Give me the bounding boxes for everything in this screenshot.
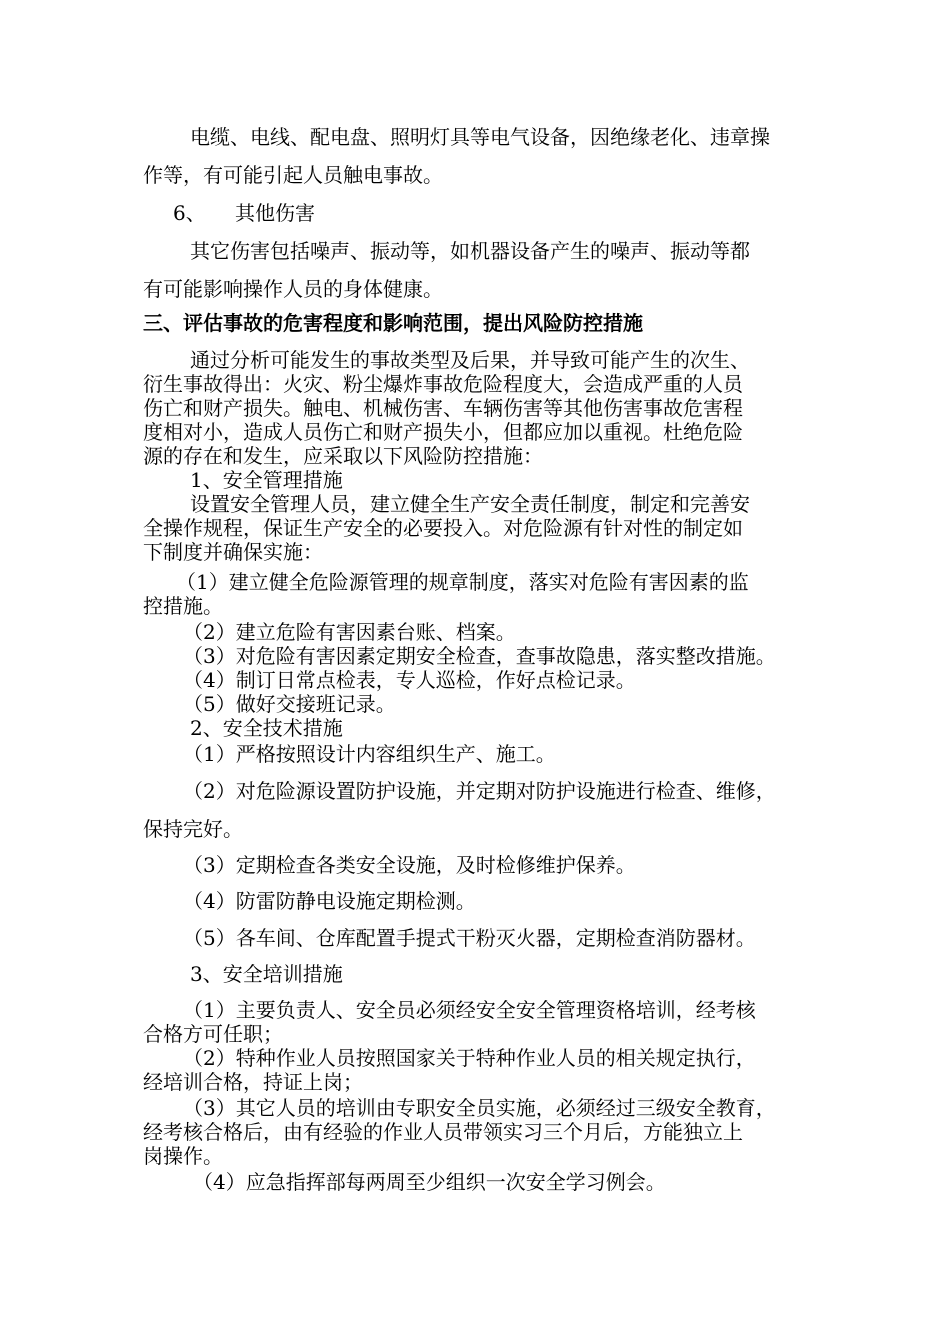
list-item: （2）特种作业人员按照国家关于特种作业人员的相关规定执行， bbox=[183, 1046, 756, 1070]
paragraph-line: 源的存在和发生，应采取以下风险防控措施： bbox=[143, 444, 543, 468]
list-item: （1）主要负责人、安全员必须经安全安全管理资格培训，经考核 bbox=[183, 998, 756, 1022]
paragraph-line: 电缆、电线、配电盘、照明灯具等电气设备，因绝缘老化、违章操 bbox=[190, 125, 770, 149]
list-item: （2）建立危险有害因素台账、档案。 bbox=[183, 620, 516, 644]
list-item: （3）对危险有害因素定期安全检查，查事故隐患，落实整改措施。 bbox=[183, 644, 776, 668]
list-item: （4）制订日常点检表，专人巡检，作好点检记录。 bbox=[183, 668, 636, 692]
list-item: （4）应急指挥部每两周至少组织一次安全学习例会。 bbox=[193, 1170, 666, 1194]
list-item: 岗操作。 bbox=[143, 1144, 223, 1168]
subsection-title: 3、安全培训措施 bbox=[190, 962, 343, 986]
paragraph-line: 有可能影响操作人员的身体健康。 bbox=[143, 277, 443, 301]
list-item: （3）定期检查各类安全设施，及时检修维护保养。 bbox=[183, 853, 636, 877]
list-item: （5）各车间、仓库配置手提式干粉灭火器，定期检查消防器材。 bbox=[183, 926, 756, 950]
item-number: 6、 bbox=[173, 201, 206, 225]
list-item: （1）建立健全危险源管理的规章制度，落实对危险有害因素的监 bbox=[176, 570, 749, 594]
paragraph-line: 全操作规程，保证生产安全的必要投入。对危险源有针对性的制定如 bbox=[143, 516, 743, 540]
list-item: 保持完好。 bbox=[143, 817, 243, 841]
list-item: （5）做好交接班记录。 bbox=[183, 692, 396, 716]
paragraph-line: 作等，有可能引起人员触电事故。 bbox=[143, 163, 443, 187]
paragraph-line: 通过分析可能发生的事故类型及后果，并导致可能产生的次生、 bbox=[190, 348, 750, 372]
list-item: 控措施。 bbox=[143, 594, 223, 618]
list-item: （2）对危险源设置防护设施，并定期对防护设施进行检查、维修， bbox=[183, 779, 776, 803]
list-item: 合格方可任职； bbox=[143, 1022, 283, 1046]
paragraph-line: 下制度并确保实施： bbox=[143, 540, 323, 564]
paragraph-line: 衍生事故得出：火灾、粉尘爆炸事故危险程度大，会造成严重的人员 bbox=[143, 372, 743, 396]
paragraph-line: 伤亡和财产损失。触电、机械伤害、车辆伤害等其他伤害事故危害程 bbox=[143, 396, 743, 420]
list-item: （1）严格按照设计内容组织生产、施工。 bbox=[183, 742, 556, 766]
subsection-title: 2、安全技术措施 bbox=[190, 716, 343, 740]
paragraph-line: 度相对小，造成人员伤亡和财产损失小，但都应加以重视。杜绝危险 bbox=[143, 420, 743, 444]
section-heading: 三、评估事故的危害程度和影响范围，提出风险防控措施 bbox=[143, 311, 643, 335]
list-item: 经考核合格后，由有经验的作业人员带领实习三个月后，方能独立上 bbox=[143, 1120, 743, 1144]
item-title: 其他伤害 bbox=[235, 201, 315, 225]
list-item: （4）防雷防静电设施定期检测。 bbox=[183, 889, 476, 913]
subsection-title: 1、安全管理措施 bbox=[190, 468, 343, 492]
list-item: 经培训合格，持证上岗； bbox=[143, 1070, 363, 1094]
paragraph-line: 其它伤害包括噪声、振动等，如机器设备产生的噪声、振动等都 bbox=[190, 239, 750, 263]
paragraph-line: 设置安全管理人员，建立健全生产安全责任制度，制定和完善安 bbox=[190, 492, 750, 516]
list-item: （3）其它人员的培训由专职安全员实施，必须经过三级安全教育， bbox=[183, 1096, 776, 1120]
